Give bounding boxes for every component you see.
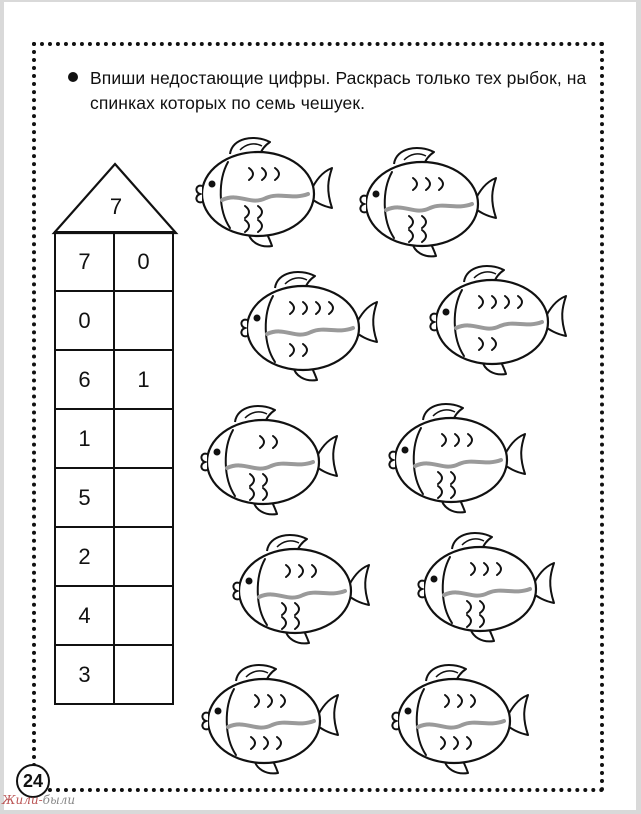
house-row [55, 645, 173, 704]
house-cell-right[interactable] [114, 468, 173, 527]
fish-icon [410, 523, 560, 649]
house-cell-right[interactable] [114, 645, 173, 704]
house-cell-right[interactable] [114, 291, 173, 350]
fish-2[interactable] [352, 138, 502, 264]
fish-icon [188, 128, 338, 254]
house-cell-right[interactable] [114, 527, 173, 586]
fish-10[interactable] [384, 655, 534, 781]
house-cell-left: 3 [55, 645, 114, 704]
fish-4[interactable] [422, 256, 572, 382]
house-row [55, 232, 173, 291]
fish-icon [422, 256, 572, 382]
page-number: 24 [16, 764, 50, 798]
worksheet-page [4, 2, 636, 810]
fish-3[interactable] [233, 262, 383, 388]
house-cell-right: 1 [114, 350, 173, 409]
house-row [55, 586, 173, 645]
house-cell-right: 0 [114, 232, 173, 291]
house-cell-left: 0 [55, 291, 114, 350]
fish-5[interactable] [193, 396, 343, 522]
fish-icon [233, 262, 383, 388]
fish-icon [352, 138, 502, 264]
house-cell-left: 6 [55, 350, 114, 409]
house-cell-left: 2 [55, 527, 114, 586]
house-cell-left: 5 [55, 468, 114, 527]
instruction-text-block [66, 66, 596, 116]
fish-8[interactable] [410, 523, 560, 649]
house-cell-right[interactable] [114, 586, 173, 645]
house-row [55, 409, 173, 468]
house-row [55, 527, 173, 586]
fish-1[interactable] [188, 128, 338, 254]
watermark-logo [2, 793, 75, 807]
number-house-table [54, 231, 174, 705]
fish-icon [194, 655, 344, 781]
house-cell-left: 1 [55, 409, 114, 468]
house-row [55, 291, 173, 350]
fish-icon [381, 394, 531, 520]
house-cell-left: 4 [55, 586, 114, 645]
fish-7[interactable] [225, 525, 375, 651]
house-cell-right[interactable] [114, 409, 173, 468]
fish-icon [193, 396, 343, 522]
fish-6[interactable] [381, 394, 531, 520]
watermark-part1: Жили- [2, 793, 43, 807]
roof-number: 7 [109, 194, 123, 219]
fish-icon [225, 525, 375, 651]
house-row [55, 350, 173, 409]
fish-icon [384, 655, 534, 781]
house-row [55, 468, 173, 527]
house-cell-left: 7 [55, 232, 114, 291]
instruction-text: Впиши недостающие цифры. Раскрась только тех рыбок, на спинках которых по семь чешуек. [90, 68, 587, 113]
watermark-part2: были [42, 793, 76, 807]
fish-9[interactable] [194, 655, 344, 781]
